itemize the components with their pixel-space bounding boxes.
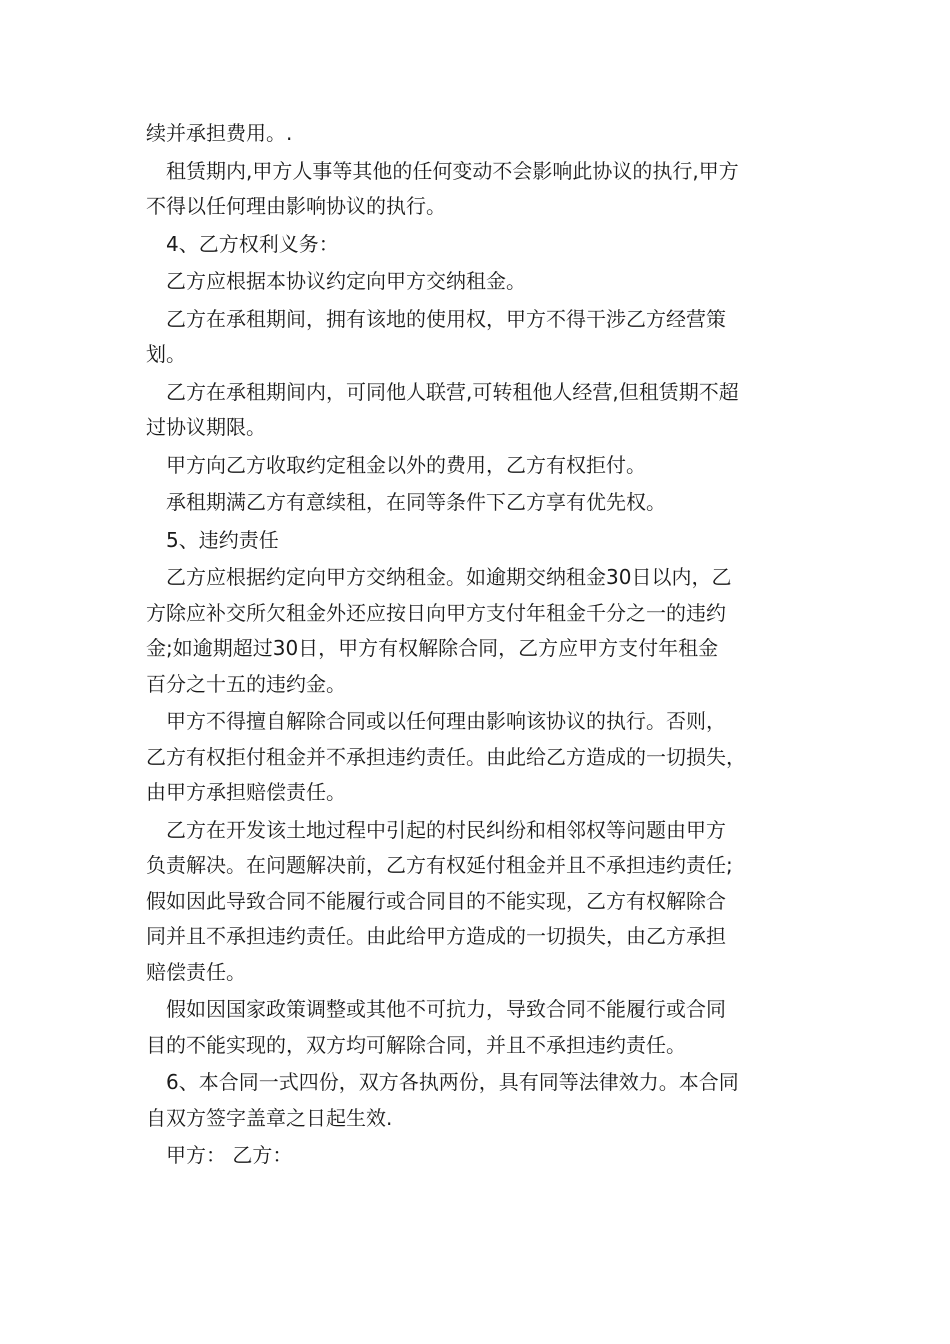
paragraph-disputes xyxy=(146,813,808,991)
text-line: 划。 xyxy=(146,342,186,366)
paragraph-late-payment xyxy=(146,560,808,702)
text-line: 甲方： 乙方： xyxy=(166,1143,293,1167)
document-body xyxy=(146,116,808,1176)
paragraph-continuation xyxy=(146,116,808,152)
paragraph-force-majeure xyxy=(146,992,808,1063)
text-line: 方除应补交所欠租金外还应按日向甲方支付年租金千分之一的违约 xyxy=(146,600,726,625)
text-line: 6、本合同一式四份，双方各执两份，具有同等法律效力。本合同 xyxy=(166,1070,739,1094)
paragraph-usage-right xyxy=(146,302,808,373)
text-line: 金;如逾期超过30日，甲方有权解除合同，乙方应甲方支付年租金 xyxy=(146,636,719,660)
text-line: 承租期满乙方有意续租，在同等条件下乙方享有优先权。 xyxy=(166,490,666,514)
paragraph-party-a-breach xyxy=(146,704,808,811)
section-heading-5 xyxy=(146,523,808,559)
paragraph-sublease xyxy=(146,375,808,446)
text-line: 赔偿责任。 xyxy=(146,959,246,984)
text-line: 不得以任何理由影响协议的执行。 xyxy=(146,194,446,218)
signature-line xyxy=(146,1138,808,1174)
text-line: 租赁期内,甲方人事等其他的任何变动不会影响此协议的执行,甲方 xyxy=(166,158,739,183)
text-line: 假如因国家政策调整或其他不可抗力，导致合同不能履行或合同 xyxy=(166,997,726,1021)
text-line: 乙方在承租期间内，可同他人联营,可转租他人经营,但租赁期不超 xyxy=(166,379,739,404)
text-line: 乙方在开发该土地过程中引起的村民纠纷和相邻权等问题由甲方 xyxy=(166,817,726,842)
text-line: 同并且不承担违约责任。由此给甲方造成的一切损失，由乙方承担 xyxy=(146,924,726,948)
text-line: 续并承担费用。. xyxy=(146,121,293,145)
text-line: 乙方应根据本协议约定向甲方交纳租金。 xyxy=(166,269,526,293)
text-line: 乙方在承租期间，拥有该地的使用权，甲方不得干涉乙方经营策 xyxy=(166,306,726,331)
paragraph-lease-period xyxy=(146,154,808,225)
section-heading-4 xyxy=(146,227,808,263)
paragraph-renewal xyxy=(146,485,808,521)
paragraph-extra-fees xyxy=(146,448,808,484)
text-line: 由甲方承担赔偿责任。 xyxy=(146,780,346,804)
text-line: 乙方应根据约定向甲方交纳租金。如逾期交纳租金30日以内，乙 xyxy=(166,565,732,589)
text-line: 甲方不得擅自解除合同或以任何理由影响该协议的执行。否则， xyxy=(166,709,726,733)
text-line: 乙方有权拒付租金并不承担违约责任。由此给乙方造成的一切损失， xyxy=(146,744,746,769)
text-line: 目的不能实现的，双方均可解除合同，并且不承担违约责任。 xyxy=(146,1032,686,1057)
text-line: 负责解决。在问题解决前，乙方有权延付租金并且不承担违约责任; xyxy=(146,853,733,877)
text-line: 自双方签字盖章之日起生效. xyxy=(146,1105,393,1130)
paragraph-pay-rent xyxy=(146,264,808,300)
text-line: 4、乙方权利义务： xyxy=(166,231,339,256)
text-line: 假如因此导致合同不能履行或合同目的不能实现，乙方有权解除合 xyxy=(146,888,726,913)
section-heading-6 xyxy=(146,1065,808,1136)
text-line: 百分之十五的违约金。 xyxy=(146,671,346,696)
text-line: 甲方向乙方收取约定租金以外的费用，乙方有权拒付。 xyxy=(166,452,646,477)
text-line: 5、违约责任 xyxy=(166,527,279,552)
text-line: 过协议期限。 xyxy=(146,415,266,439)
